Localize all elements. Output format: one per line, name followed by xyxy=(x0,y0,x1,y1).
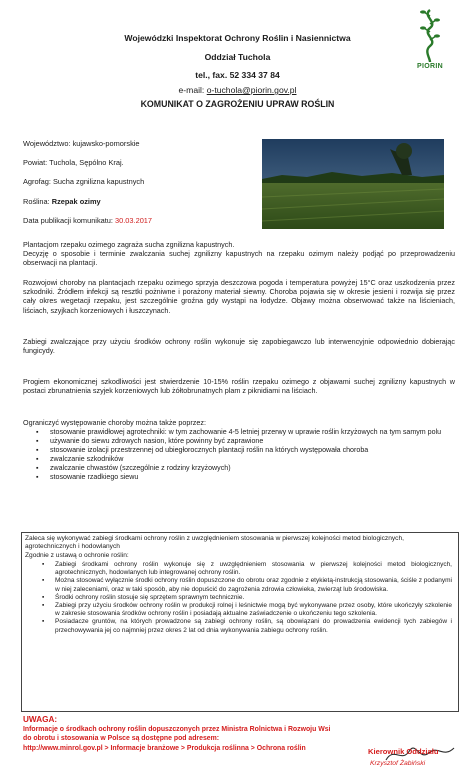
list-item: ▪ zwalczanie chwastów (szczególnie z rodziny krzyżowych) xyxy=(36,464,456,473)
district: Powiat: Tuchola, Sępólno Kraj. xyxy=(23,158,124,167)
intro-decision: Decyzję o sposobie i terminie zwalczania suchej zgnilizny kapustnych na rzepaku ozimym należy podjąć po przeprowadzeniu obserwacji na plantacji. xyxy=(23,249,455,268)
list-item: ▪ Posiadacze gruntów, na których prowadzone są zabiegi ochrony roślin, są obowiązani do prowadzenia ewidencji tych zabiegów i przechowywania jej co najmniej przez okres 2 lat od dnia wykonywania zabiegu ochrony roślin. xyxy=(42,618,452,634)
minrol-link[interactable]: http://www.minrol.gov.pl > Informacje branżowe > Produkcja roślinna > Ochrona roślin xyxy=(23,745,306,752)
legal-list xyxy=(42,561,452,635)
plant-value: Rzepak ozimy xyxy=(51,197,101,206)
intro-threat: Plantacjom rzepaku ozimego zagraża sucha zgnilizna kapustnych. xyxy=(23,240,235,249)
pest-line xyxy=(23,177,144,186)
list-item: ▪ Środki ochrony roślin stosuje się sprzętem sprawnym technicznie. xyxy=(42,594,452,602)
email-line xyxy=(0,85,475,96)
email-label: e-mail: xyxy=(178,85,205,95)
plant-line xyxy=(23,197,101,206)
branch-name: Oddział Tuchola xyxy=(204,52,271,62)
list-item: ▪ stosowanie prawidłowej agrotechniki: w tym zachowanie 4-5 letniej przerwy w uprawie roślin krzyżowych na tym samym polu xyxy=(36,428,456,437)
email-link[interactable]: o-tuchola@piorin.gov.pl xyxy=(206,85,297,95)
list-item: ▪ Można stosować wyłącznie środki ochrony roślin dopuszczone do obrotu oraz zgodnie z etykietą-instrukcją stosowania, ściśle z podanymi w niej zaleceniami, oraz w taki sposób, aby nie dopuścić do zagrożenia zdrowia człowieka, zwierząt lub środowiska. xyxy=(42,577,452,593)
list-item: ▪ stosowanie rzadkiego siewu xyxy=(36,473,456,482)
date-label: Data publikacji komunikatu: xyxy=(23,216,116,225)
piorin-logo xyxy=(408,6,452,74)
snake-wheat-icon xyxy=(408,6,452,64)
legal-intro: Zaleca się wykonywać zabiegi środkami ochrony roślin z uwzględnieniem stosowania w pierwszej kolejności metod biologicznych, agrotechnicznych i hodowlanych xyxy=(25,535,404,551)
warning-heading: UWAGA: xyxy=(23,715,58,724)
legal-law-heading: Zgodnie z ustawą o ochronie roślin: xyxy=(25,552,129,559)
voivodeship: Województwo: kujawsko-pomorskie xyxy=(23,139,140,148)
list-item: ▪ zwalczanie szkodników xyxy=(36,455,456,464)
plant-label: Roślina: xyxy=(23,197,52,206)
org-name: Wojewódzki Inspektorat Ochrony Roślin i Nasiennictwa xyxy=(124,33,351,43)
warning-line-2: do obrotu i stosowania w Polsce są dostępne pod adresem: xyxy=(23,735,220,742)
logo-text: PIORIN xyxy=(417,63,443,70)
phone-fax: tel., fax. 52 334 37 84 xyxy=(195,70,280,80)
field-photo xyxy=(262,139,444,229)
treatment-paragraph: Zabiegi zwalczające przy użyciu środków ochrony roślin wykonuje się zapobiegawczo lub interwencyjnie odpowiednio dobierając fungicydy. xyxy=(23,337,455,356)
threshold-paragraph: Progiem ekonomicznej szkodliwości jest stwierdzenie 10-15% roślin rzepaku ozimego z objawami suchej zgnilizny kapustnych w postaci zbrunatnienia szyjek korzeniowych lub żółtobrunatnych plam z piknidiami na liściach. xyxy=(23,377,455,396)
document-title: KOMUNIKAT O ZAGROŻENIU UPRAW ROŚLIN xyxy=(140,99,335,109)
date-line xyxy=(23,216,152,225)
prevention-intro: Ograniczyć występowanie choroby można także poprzez: xyxy=(23,418,206,427)
disease-description: Rozwojowi choroby na plantacjach rzepaku ozimego sprzyja deszczowa pogoda i temperatura powyżej 15°C oraz uszkodzenia przez szkodniki. Źródłem infekcji są resztki pożniwne i porażony materiał siewny. Choroba pojawia się w okresie jesieni i rozwija się przez cały okres wegetacji rzepaku, jest szczególnie groźna gdy wystąpi na łodydze. Objawy można obserwować także na liścieniach, liściach, szyjkach korzeniowych i łuszczynach. xyxy=(23,278,455,315)
prevention-list xyxy=(36,428,456,482)
list-item: ▪ stosowanie izolacji przestrzennej od ubiegłorocznych plantacji roślin na których występowała choroba xyxy=(36,446,456,455)
signature-title: Kierownik Oddziału xyxy=(368,747,439,756)
publication-date: 30.03.2017 xyxy=(115,216,153,225)
signature-name: Krzysztof Żabiński xyxy=(370,760,426,767)
list-item: ▪ używanie do siewu zdrowych nasion, które powinny być zaprawione xyxy=(36,437,456,446)
pest-label: Agrofag: xyxy=(23,177,53,186)
list-item: ▪ Zabiegi przy użyciu środków ochrony roślin w produkcji rolnej i leśnictwie mogą być wykonywane przez osoby, które ukończyły szkolenie w zakresie stosowania środków ochrony roślin i posiadają aktualne zaświadczenie o ukończeniu tego szkolenia. xyxy=(42,602,452,618)
warning-line-1: Informacje o środkach ochrony roślin dopuszczonych przez Ministra Rolnictwa i Rozwoju Wsi xyxy=(23,726,331,733)
pest-value: Sucha zgnilizna kapustnych xyxy=(53,177,145,186)
list-item: ▪ Zabiegi środkami ochrony roślin wykonuje się z uwzględnieniem stosowania w pierwszej kolejności metod biologicznych, agrotechnicznych, hodowlanych lub integrowanej ochrony roślin. xyxy=(42,561,452,577)
